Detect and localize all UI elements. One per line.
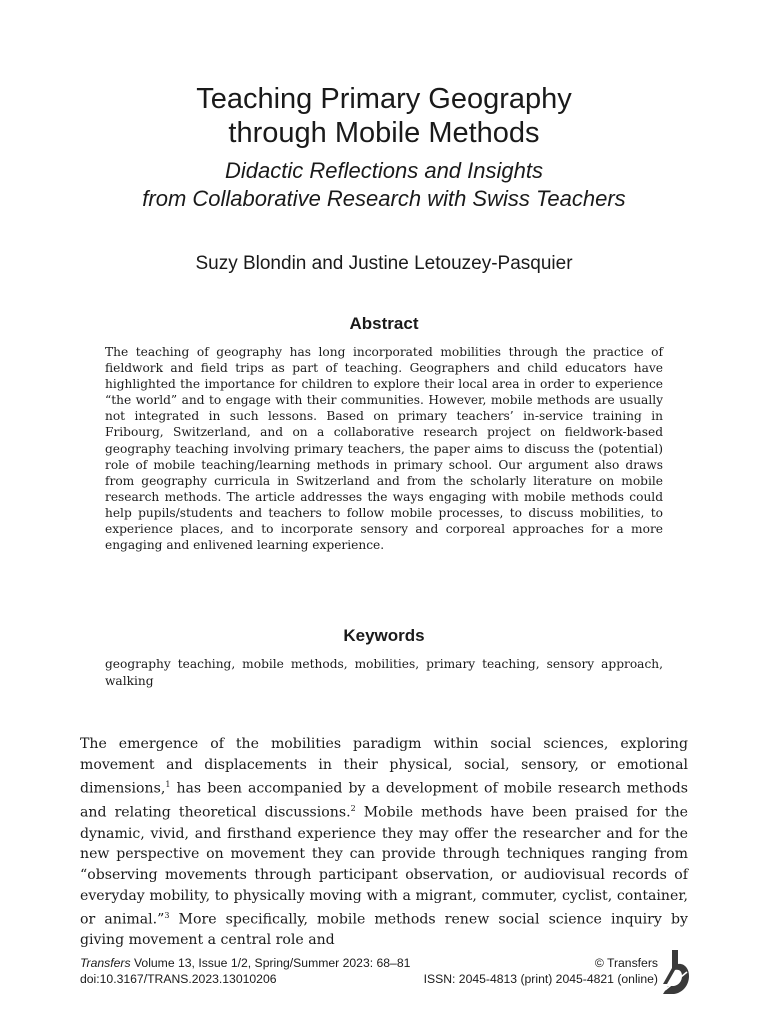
footnote-marker-3[interactable]: 3 (164, 911, 170, 921)
subtitle-line-1: Didactic Reflections and Insights (225, 158, 543, 183)
footer-volume: Volume 13, Issue 1/2, Spring/Summer 2023: 68–81 (130, 956, 411, 970)
page-footer (80, 955, 658, 987)
footer-doi[interactable]: doi:10.3167/TRANS.2023.13010206 (80, 972, 277, 986)
body-paragraph (80, 734, 688, 951)
footer-issn: ISSN: 2045-4813 (print) 2045-4821 (online) (423, 972, 658, 986)
paper-title (0, 82, 768, 150)
abstract-text: The teaching of geography has long incorporated mobilities through the practice of fieldwork and field trips as part of teaching. Geographers and child educators have highlighted the importance for children to explore their local area in order to experience “the world” and to engage with their communities. However, mobile methods are usually not integrated in such lessons. Based on primary teachers’ in-service training in Fribourg, Switzerland, and on a collaborative research project on fieldwork-based geography teaching involving primary teachers, the paper aims to discuss the (potential) role of mobile teaching/learning methods in primary school. Our argument also draws from geography curricula in Switzerland and from the scholarly literature on mobile research methods. The article addresses the ways engaging with mobile methods could help pupils/students and teachers to follow mobile processes, to discuss mobilities, to experience places, and to incorporate sensory and corporeal approaches for a more engaging and enlivened learning experience. (105, 345, 663, 553)
body-text-part-4: More specifically, mobile methods renew social science inquiry by giving movement a central role and (80, 911, 688, 949)
footer-row-1 (80, 955, 658, 971)
body-text-part-3: Mobile methods have been praised for the dynamic, vivid, and firsthand experience they may offer the researcher and for the new perspective on movement they can provide through techniques ranging from “observing movements through participant observation, or audiovisual records of everyday mobility, to physically moving with a migrant, commuter, cyclist, container, or animal.” (80, 805, 688, 928)
footer-citation (80, 955, 410, 971)
paper-subtitle (0, 157, 768, 213)
body-text-part-2: has been accompanied by a development of mobile research methods and relating theoretical discussions. (80, 780, 688, 822)
keywords-heading: Keywords (343, 626, 425, 645)
footer-copyright: © Transfers (594, 956, 658, 970)
keywords-text: geography teaching, mobile methods, mobilities, primary teaching, sensory approach, walking (105, 657, 663, 688)
footer-journal-name: Transfers (80, 956, 131, 970)
subtitle-line-2: from Collaborative Research with Swiss Teachers (142, 186, 626, 211)
title-line-2: through Mobile Methods (228, 117, 540, 149)
footer-row-2 (80, 971, 658, 987)
authors: Suzy Blondin and Justine Letouzey-Pasquier (195, 253, 573, 274)
publisher-logo-icon (663, 950, 689, 994)
footnote-marker-2[interactable]: 2 (350, 804, 356, 814)
title-line-1: Teaching Primary Geography (196, 83, 572, 115)
body-text-part-1: The emergence of the mobilities paradigm within social sciences, exploring movement and displacements in their physical, social, sensory, or emotional dimensions, (80, 736, 688, 797)
abstract-heading: Abstract (349, 314, 419, 333)
footnote-marker-1[interactable]: 1 (165, 780, 171, 790)
